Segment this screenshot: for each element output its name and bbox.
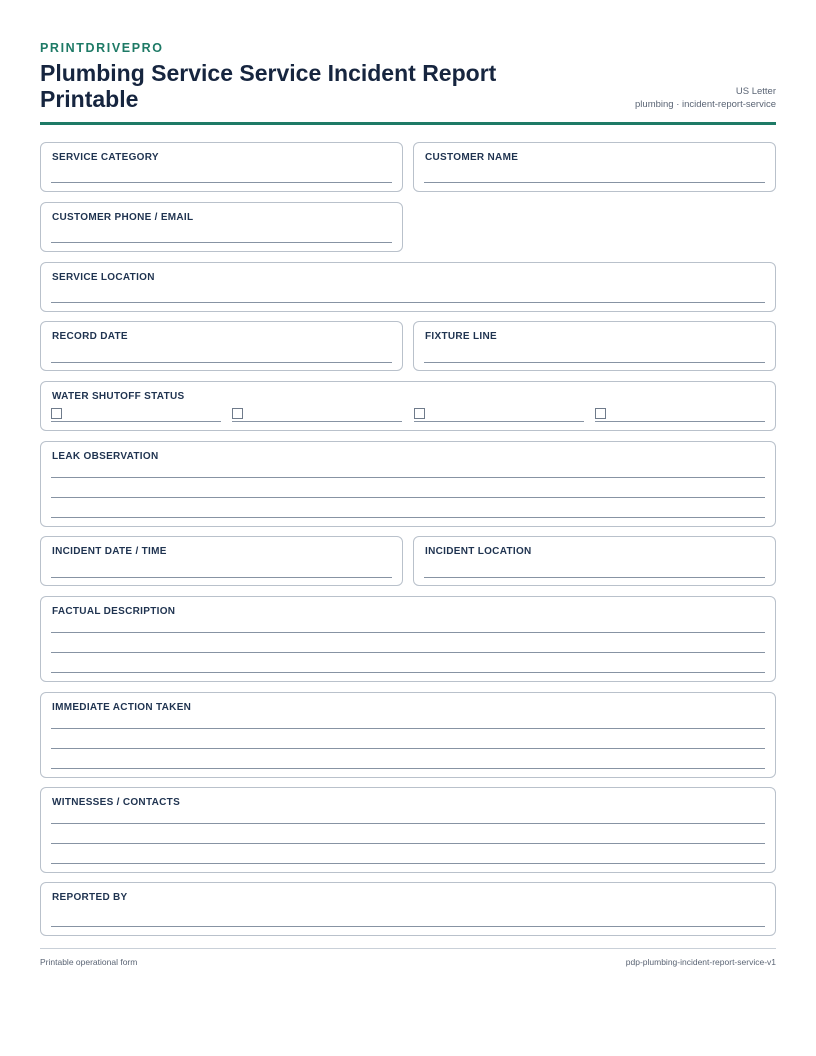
immediate-action-line-2[interactable] <box>51 748 765 749</box>
shutoff-option-3-checkbox[interactable] <box>414 408 425 419</box>
customer-name-field[interactable] <box>413 142 776 192</box>
customer-name-input-line[interactable] <box>424 182 765 183</box>
page-title: Plumbing Service Service Incident Report Printable <box>40 60 497 112</box>
factual-description-label: FACTUAL DESCRIPTION <box>52 606 176 617</box>
factual-description-line-3[interactable] <box>51 672 765 673</box>
immediate-action-field[interactable] <box>40 692 776 778</box>
immediate-action-label: IMMEDIATE ACTION TAKEN <box>52 702 192 713</box>
factual-description-line-2[interactable] <box>51 652 765 653</box>
service-category-field[interactable] <box>40 142 403 192</box>
water-shutoff-status-field <box>40 381 776 431</box>
incident-location-input-line[interactable] <box>424 577 765 578</box>
customer-contact-label: CUSTOMER PHONE / EMAIL <box>52 212 194 223</box>
factual-description-field[interactable] <box>40 596 776 682</box>
witnesses-line-2[interactable] <box>51 843 765 844</box>
service-location-label: SERVICE LOCATION <box>52 272 155 283</box>
customer-contact-input-line[interactable] <box>51 242 392 243</box>
immediate-action-line-1[interactable] <box>51 728 765 729</box>
water-shutoff-status-label: WATER SHUTOFF STATUS <box>52 391 185 402</box>
reported-by-input-line[interactable] <box>51 926 765 927</box>
service-category-input-line[interactable] <box>51 182 392 183</box>
witnesses-line-1[interactable] <box>51 823 765 824</box>
leak-observation-line-2[interactable] <box>51 497 765 498</box>
fixture-line-input-line[interactable] <box>424 362 765 363</box>
reported-by-label: REPORTED BY <box>52 892 128 903</box>
incident-datetime-label: INCIDENT DATE / TIME <box>52 546 167 557</box>
leak-observation-label: LEAK OBSERVATION <box>52 451 159 462</box>
witnesses-field[interactable] <box>40 787 776 873</box>
incident-datetime-field[interactable] <box>40 536 403 586</box>
shutoff-option-3-line[interactable] <box>414 421 584 422</box>
footer-rule <box>40 948 776 949</box>
record-date-field[interactable] <box>40 321 403 371</box>
witnesses-label: WITNESSES / CONTACTS <box>52 797 181 808</box>
leak-observation-line-3[interactable] <box>51 517 765 518</box>
reported-by-field[interactable] <box>40 882 776 936</box>
leak-observation-field[interactable] <box>40 441 776 527</box>
footer-left-text: Printable operational form <box>40 957 138 967</box>
header-rule <box>40 122 776 125</box>
shutoff-option-1-line[interactable] <box>51 421 221 422</box>
record-date-label: RECORD DATE <box>52 331 128 342</box>
service-location-field[interactable] <box>40 262 776 312</box>
shutoff-option-2-line[interactable] <box>232 421 402 422</box>
service-category-label: SERVICE CATEGORY <box>52 152 159 163</box>
customer-contact-field[interactable] <box>40 202 403 252</box>
service-location-input-line[interactable] <box>51 302 765 303</box>
shutoff-option-1-checkbox[interactable] <box>51 408 62 419</box>
brand-name: PRINTDRIVEPRO <box>40 41 164 55</box>
document-slug: plumbing · incident-report-service <box>635 99 776 110</box>
shutoff-option-2-checkbox[interactable] <box>232 408 243 419</box>
shutoff-option-4-checkbox[interactable] <box>595 408 606 419</box>
shutoff-option-4-line[interactable] <box>595 421 765 422</box>
factual-description-line-1[interactable] <box>51 632 765 633</box>
witnesses-line-3[interactable] <box>51 863 765 864</box>
incident-datetime-input-line[interactable] <box>51 577 392 578</box>
document-meta <box>635 85 776 111</box>
footer-form-id: pdp-plumbing-incident-report-service-v1 <box>625 957 776 967</box>
fixture-line-field[interactable] <box>413 321 776 371</box>
customer-name-label: CUSTOMER NAME <box>425 152 519 163</box>
fixture-line-label: FIXTURE LINE <box>425 331 497 342</box>
record-date-input-line[interactable] <box>51 362 392 363</box>
incident-location-label: INCIDENT LOCATION <box>425 546 532 557</box>
immediate-action-line-3[interactable] <box>51 768 765 769</box>
paper-size: US Letter <box>735 86 776 97</box>
leak-observation-line-1[interactable] <box>51 477 765 478</box>
incident-location-field[interactable] <box>413 536 776 586</box>
